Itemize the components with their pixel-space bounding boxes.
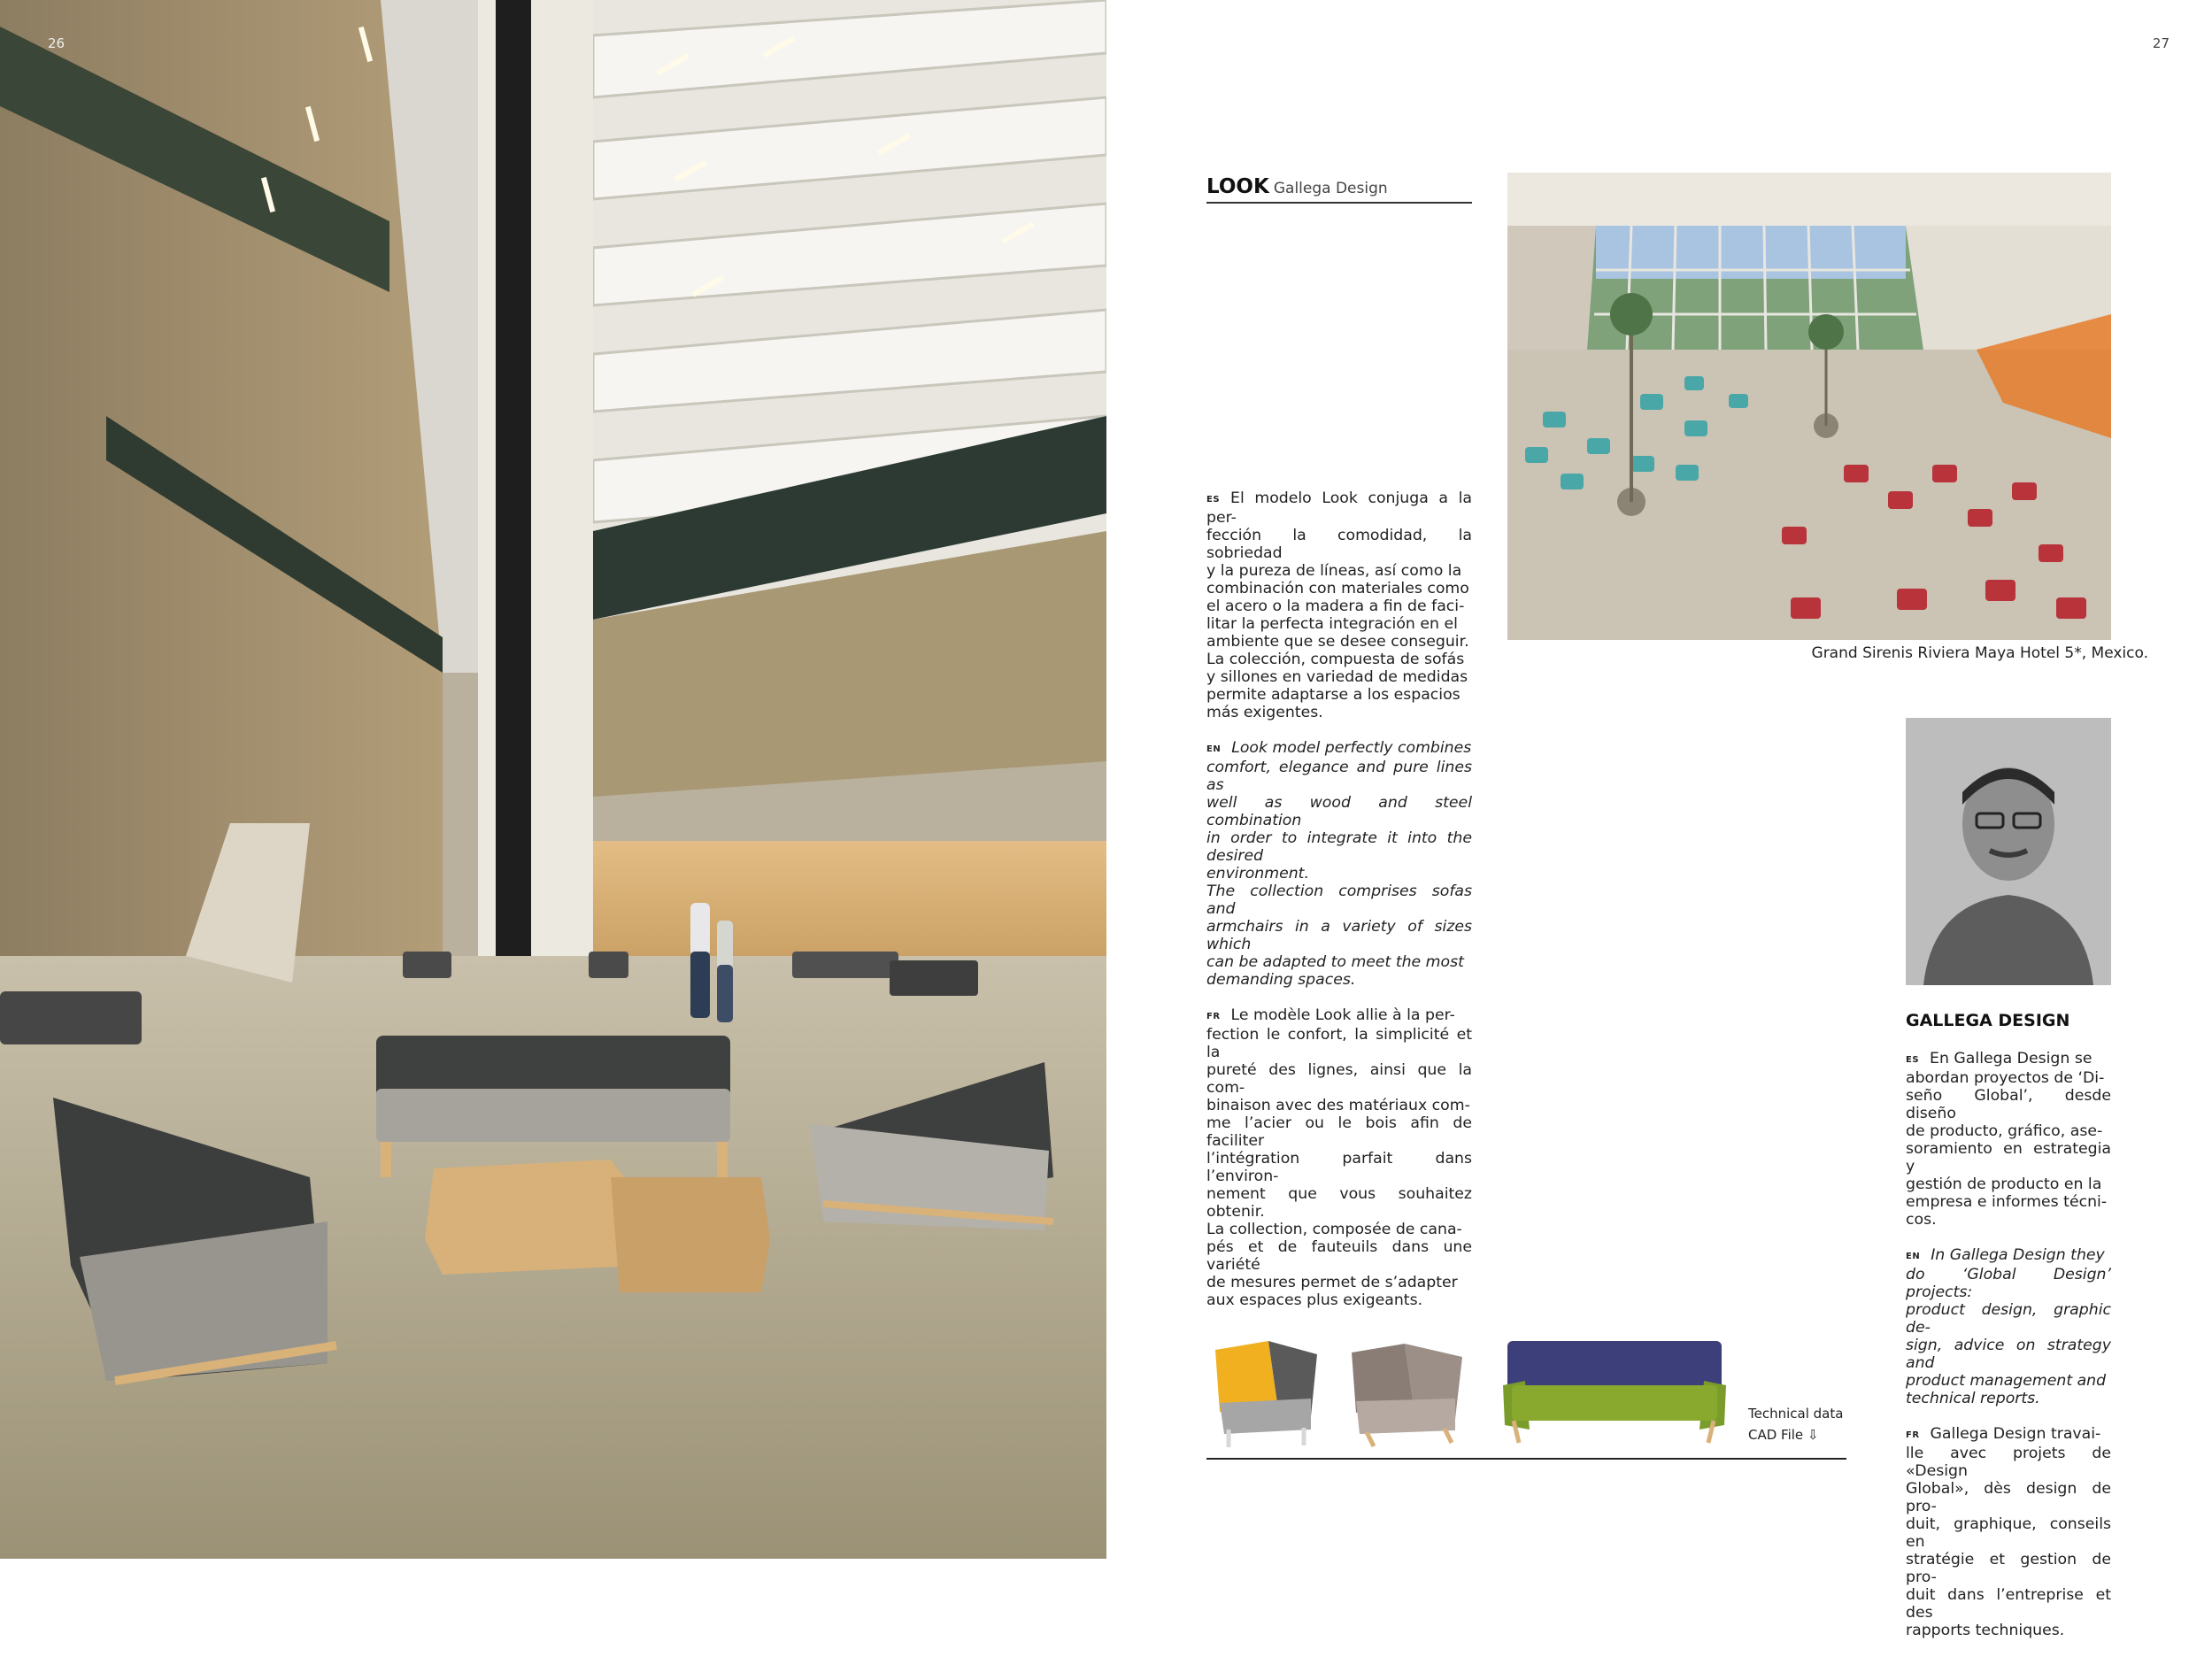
product-sofa-green xyxy=(1503,1337,1726,1447)
description-en-text: Look model perfectly combines comfort, elegance and pure lines as well as wood and steel combination in order to integrate it into the desired environment. The collection comprises sofas and armchairs in a variety of sizes which can be adapted to meet the most demanding spaces. xyxy=(1206,739,1472,989)
description-fr xyxy=(1206,1006,1472,1309)
cad-file-label: CAD File xyxy=(1748,1427,1804,1443)
product-header xyxy=(1206,175,1472,204)
designer-title: GALLEGA DESIGN xyxy=(1906,1011,2070,1030)
description-en xyxy=(1206,739,1472,989)
designer-es-text: En Gallega Design se abordan proyectos de ‘Di- seño Global’, desde diseño de producto, gráfico, ase- soramiento en estrategia y gestión de producto en la empresa e informes técni- cos. xyxy=(1906,1050,2111,1229)
description-es-text: El modelo Look conjuga a la per- fección la comodidad, la sobriedad y la pureza de líneas, así como la combinación con materiales como el acero o la madera a fin de faci- litar la perfecta integración en el ambiente que se desee conseguir. La colección, compuesta de sofás y sillones en variedad de medidas permite adaptarse a los espacios más exigentes. xyxy=(1206,489,1472,721)
lang-tag-fr: FR xyxy=(1206,1012,1221,1021)
designer-portrait xyxy=(1906,718,2111,985)
downloads xyxy=(1748,1403,1843,1445)
designer-lang-tag-es: ES xyxy=(1906,1055,1920,1065)
armchair-beige-illustration xyxy=(1347,1335,1467,1450)
bottom-divider xyxy=(1206,1458,1846,1460)
designer-portrait-illustration xyxy=(1906,718,2111,985)
designer-description xyxy=(1906,1050,2111,1657)
designer-lang-tag-en: EN xyxy=(1906,1252,1921,1261)
lang-tag-es: ES xyxy=(1206,495,1221,505)
page-number-right: 27 xyxy=(2152,35,2170,51)
technical-data-link[interactable]: Technical data xyxy=(1748,1406,1844,1422)
product-subtitle: Gallega Design xyxy=(1273,180,1388,197)
page-number-left: 26 xyxy=(48,35,66,51)
download-icon: ⇩ xyxy=(1807,1427,1819,1443)
cad-file-link[interactable] xyxy=(1748,1424,1843,1445)
product-description xyxy=(1206,489,1472,1327)
photo-caption: Grand Sirenis Riviera Maya Hotel 5*, Mexico. xyxy=(1811,644,2148,662)
description-es xyxy=(1206,489,1472,721)
designer-en xyxy=(1906,1246,2111,1407)
hotel-lobby-illustration xyxy=(1507,173,2111,640)
lang-tag-en: EN xyxy=(1206,744,1222,754)
right-page xyxy=(1106,0,2212,1639)
product-title: LOOK xyxy=(1206,175,1269,198)
designer-fr xyxy=(1906,1425,2111,1639)
armchair-yellow-illustration xyxy=(1206,1332,1322,1452)
product-armchair-beige xyxy=(1347,1335,1467,1450)
designer-en-text: In Gallega Design they do ‘Global Design’ projects: product design, graphic de- sign, advice on strategy and product management and technical reports. xyxy=(1906,1246,2111,1407)
designer-es xyxy=(1906,1050,2111,1229)
hotel-lobby-photo xyxy=(1507,173,2111,640)
atrium-illustration xyxy=(0,0,1106,1559)
sofa-green-illustration xyxy=(1503,1337,1726,1447)
atrium-lounge-photo xyxy=(0,0,1106,1559)
designer-fr-text: Gallega Design travai- lle avec projets de «Design Global», dès design de pro- duit, graphique, conseils en stratégie et gestion de pro- duit dans l’entreprise et des rapports techniques. xyxy=(1906,1425,2111,1639)
designer-lang-tag-fr: FR xyxy=(1906,1430,1920,1440)
description-fr-text: Le modèle Look allie à la per- fection le confort, la simplicité et la pureté des lignes, ainsi que la com- binaison avec des matériaux com- me l’acier ou le bois afin de faciliter l’intégration parfait dans l’environ- nement que vous souhaitez obtenir. La collection, composée de cana- pés et de fauteuils dans une variété de mesures permet de s’adapter aux espaces plus exigeants. xyxy=(1206,1006,1472,1309)
product-armchair-yellow xyxy=(1206,1332,1322,1452)
